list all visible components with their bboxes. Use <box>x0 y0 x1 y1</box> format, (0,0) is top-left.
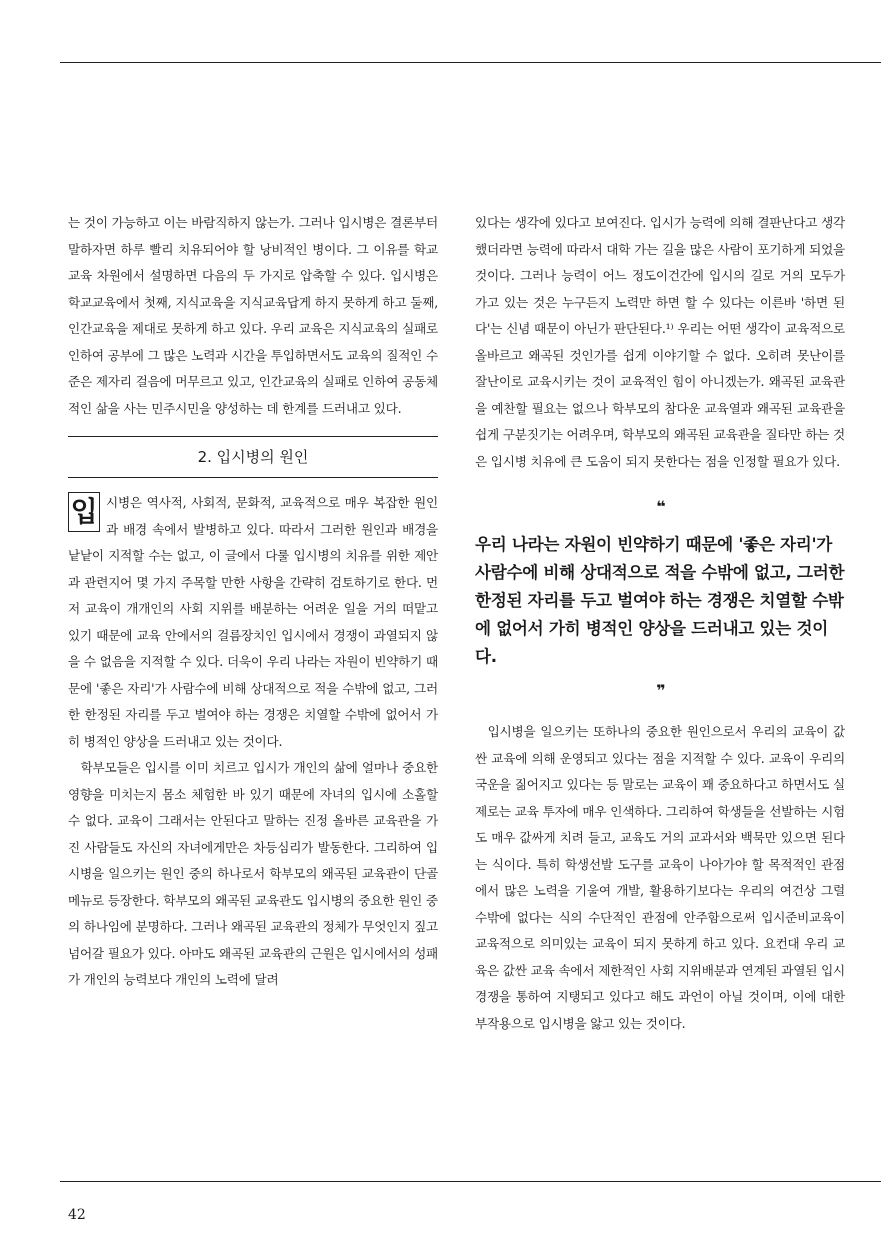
page-number: 42 <box>68 1207 86 1223</box>
left-paragraph-3: 학부모들은 입시를 이미 치르고 입시가 개인의 삶에 얼마나 중요한 영향을 미치는지 몸소 체험한 바 있기 때문에 자녀의 입시에 소홀할 수 없다. 교육이 그래서는 안된다고 말하는 진정 올바른 교육관을 가진 사람들도 자신의 자녀에게만은 차등심리가 발동한다. 그리하여 입시병을 일으키는 원인 중의 하나로서 학부모의 왜곡된 교육관이 단골 메뉴로 등장한다. 학부모의 왜곡된 교육관도 입시병의 중요한 원인 중의 하나임에 분명하다. 그러나 왜곡된 교육관의 정체가 무엇인지 짚고 넘어갈 필요가 있다. 아마도 왜곡된 교육관의 근원은 입시에서의 성패가 개인의 능력보다 개인의 노력에 달려 <box>68 760 438 987</box>
footer-rule <box>60 1181 881 1182</box>
section-heading: 2. 입시병의 원인 <box>68 436 438 478</box>
left-paragraph-2 <box>68 490 438 755</box>
left-column <box>68 210 438 994</box>
open-quote-icon: ❝ <box>656 497 664 516</box>
right-column <box>475 210 845 1037</box>
dropcap: 입 <box>68 492 100 532</box>
pull-quote <box>475 497 845 701</box>
right-paragraph-2: 입시병을 일으키는 또하나의 중요한 원인으로서 우리의 교육이 값싼 교육에 의해 운영되고 있다는 점을 지적할 수 있다. 교육이 우리의 국운을 짊어지고 있다는 등 말로는 교육이 꽤 중요하다고 하면서도 실제로는 교육 투자에 매우 인색하다. 그리하여 학생들을 선발하는 시험도 매우 값싸게 치려 들고, 교육도 거의 교과서와 백묵만 있으면 된다는 식이다. 특히 학생선발 도구를 교육이 나아가야 할 목적적인 관점에서 많은 노력을 기울여 개발, 활용하기보다는 우리의 여건상 그럴 수밖에 없다는 식의 수단적인 관점에 안주함으로써 입시준비교육이 교육적으로 의미있는 교육이 되지 못하게 하고 있다. 요컨대 우리 교육은 값싼 교육 속에서 제한적인 사회 지위배분과 연계된 과열된 입시경쟁을 통하여 지탱되고 있다고 해도 과언이 아닐 것이며, 이에 대한 부작용으로 입시병을 앓고 있는 것이다. <box>475 724 845 1031</box>
left-paragraph-2-text: 시병은 역사적, 사회적, 문화적, 교육적으로 매우 복잡한 원인과 배경 속에서 발병하고 있다. 따라서 그러한 원인과 배경을 낱낱이 지적할 수는 없고, 이 글에서 다룰 입시병의 치유를 위한 제안과 관련지어 몇 가지 주목할 만한 사항을 간략히 검토하기로 한다. 먼저 교육이 개개인의 사회 지위를 배분하는 어려운 일을 거의 떠맡고 있기 때문에 교육 안에서의 걸름장치인 입시에서 경쟁이 과열되지 않을 수 없음을 지적할 수 있다. 더욱이 우리 나라는 자원이 빈약하기 때문에 '좋은 자리'가 사람수에 비해 상대적으로 적을 수밖에 없고, 그러한 한정된 자리를 두고 벌여야 하는 경쟁은 치열할 수밖에 없어서 가히 병적인 양상을 드러내고 있는 것이다. <box>68 495 438 749</box>
right-paragraph-1: 있다는 생각에 있다고 보여진다. 입시가 능력에 의해 결판난다고 생각했더라면 능력에 따라서 대학 가는 길을 많은 사람이 포기하게 되었을 것이다. 그러나 능력이 어느 정도이건간에 입시의 길로 거의 모두가 가고 있는 것은 누구든지 노력만 하면 할 수 있다는 이른바 '하면 된다'는 신념 때문이 아닌가 판단된다.¹⁾ 우리는 어떤 생각이 교육적으로 올바르고 왜곡된 것인가를 쉽게 이야기할 수 없다. 오히려 못난이를 잘난이로 교육시키는 것이 교육적인 힘이 아니겠는가. 왜곡된 교육관을 예찬할 필요는 없으나 학부모의 참다운 교육열과 왜곡된 교육관을 쉽게 구분짓기는 어려우며, 학부모의 왜곡된 교육관을 질타만 하는 것은 입시병 치유에 큰 도움이 되지 못한다는 점을 인정할 필요가 있다. <box>475 215 845 469</box>
close-quote-icon: ❞ <box>656 681 664 700</box>
pull-quote-text: 우리 나라는 자원이 빈약하기 때문에 '좋은 자리'가 사람수에 비해 상대적으로 적을 수밖에 없고, 그러한 한정된 자리를 두고 벌여야 하는 경쟁은 치열할 수밖에 없어서 가히 병적인 양상을 드러내고 있는 것이다. <box>475 535 845 666</box>
header-rule <box>60 62 881 63</box>
left-paragraph-1: 는 것이 가능하고 이는 바람직하지 않는가. 그러나 입시병은 결론부터 말하자면 하루 빨리 치유되어야 할 낭비적인 병이다. 그 이유를 학교교육 차원에서 설명하면 다음의 두 가지로 압축할 수 있다. 입시병은 학교교육에서 첫째, 지식교육을 지식교육답게 하지 못하게 하고 둘째, 인간교육을 제대로 못하게 하고 있다. 우리 교육은 지식교육의 실패로 인하여 공부에 그 많은 노력과 시간을 투입하면서도 교육의 질적인 수준은 제자리 걸음에 머무르고 있고, 인간교육의 실패로 인하여 공동체적인 삶을 사는 민주시민을 양성하는 데 한계를 드러내고 있다. <box>68 215 438 416</box>
